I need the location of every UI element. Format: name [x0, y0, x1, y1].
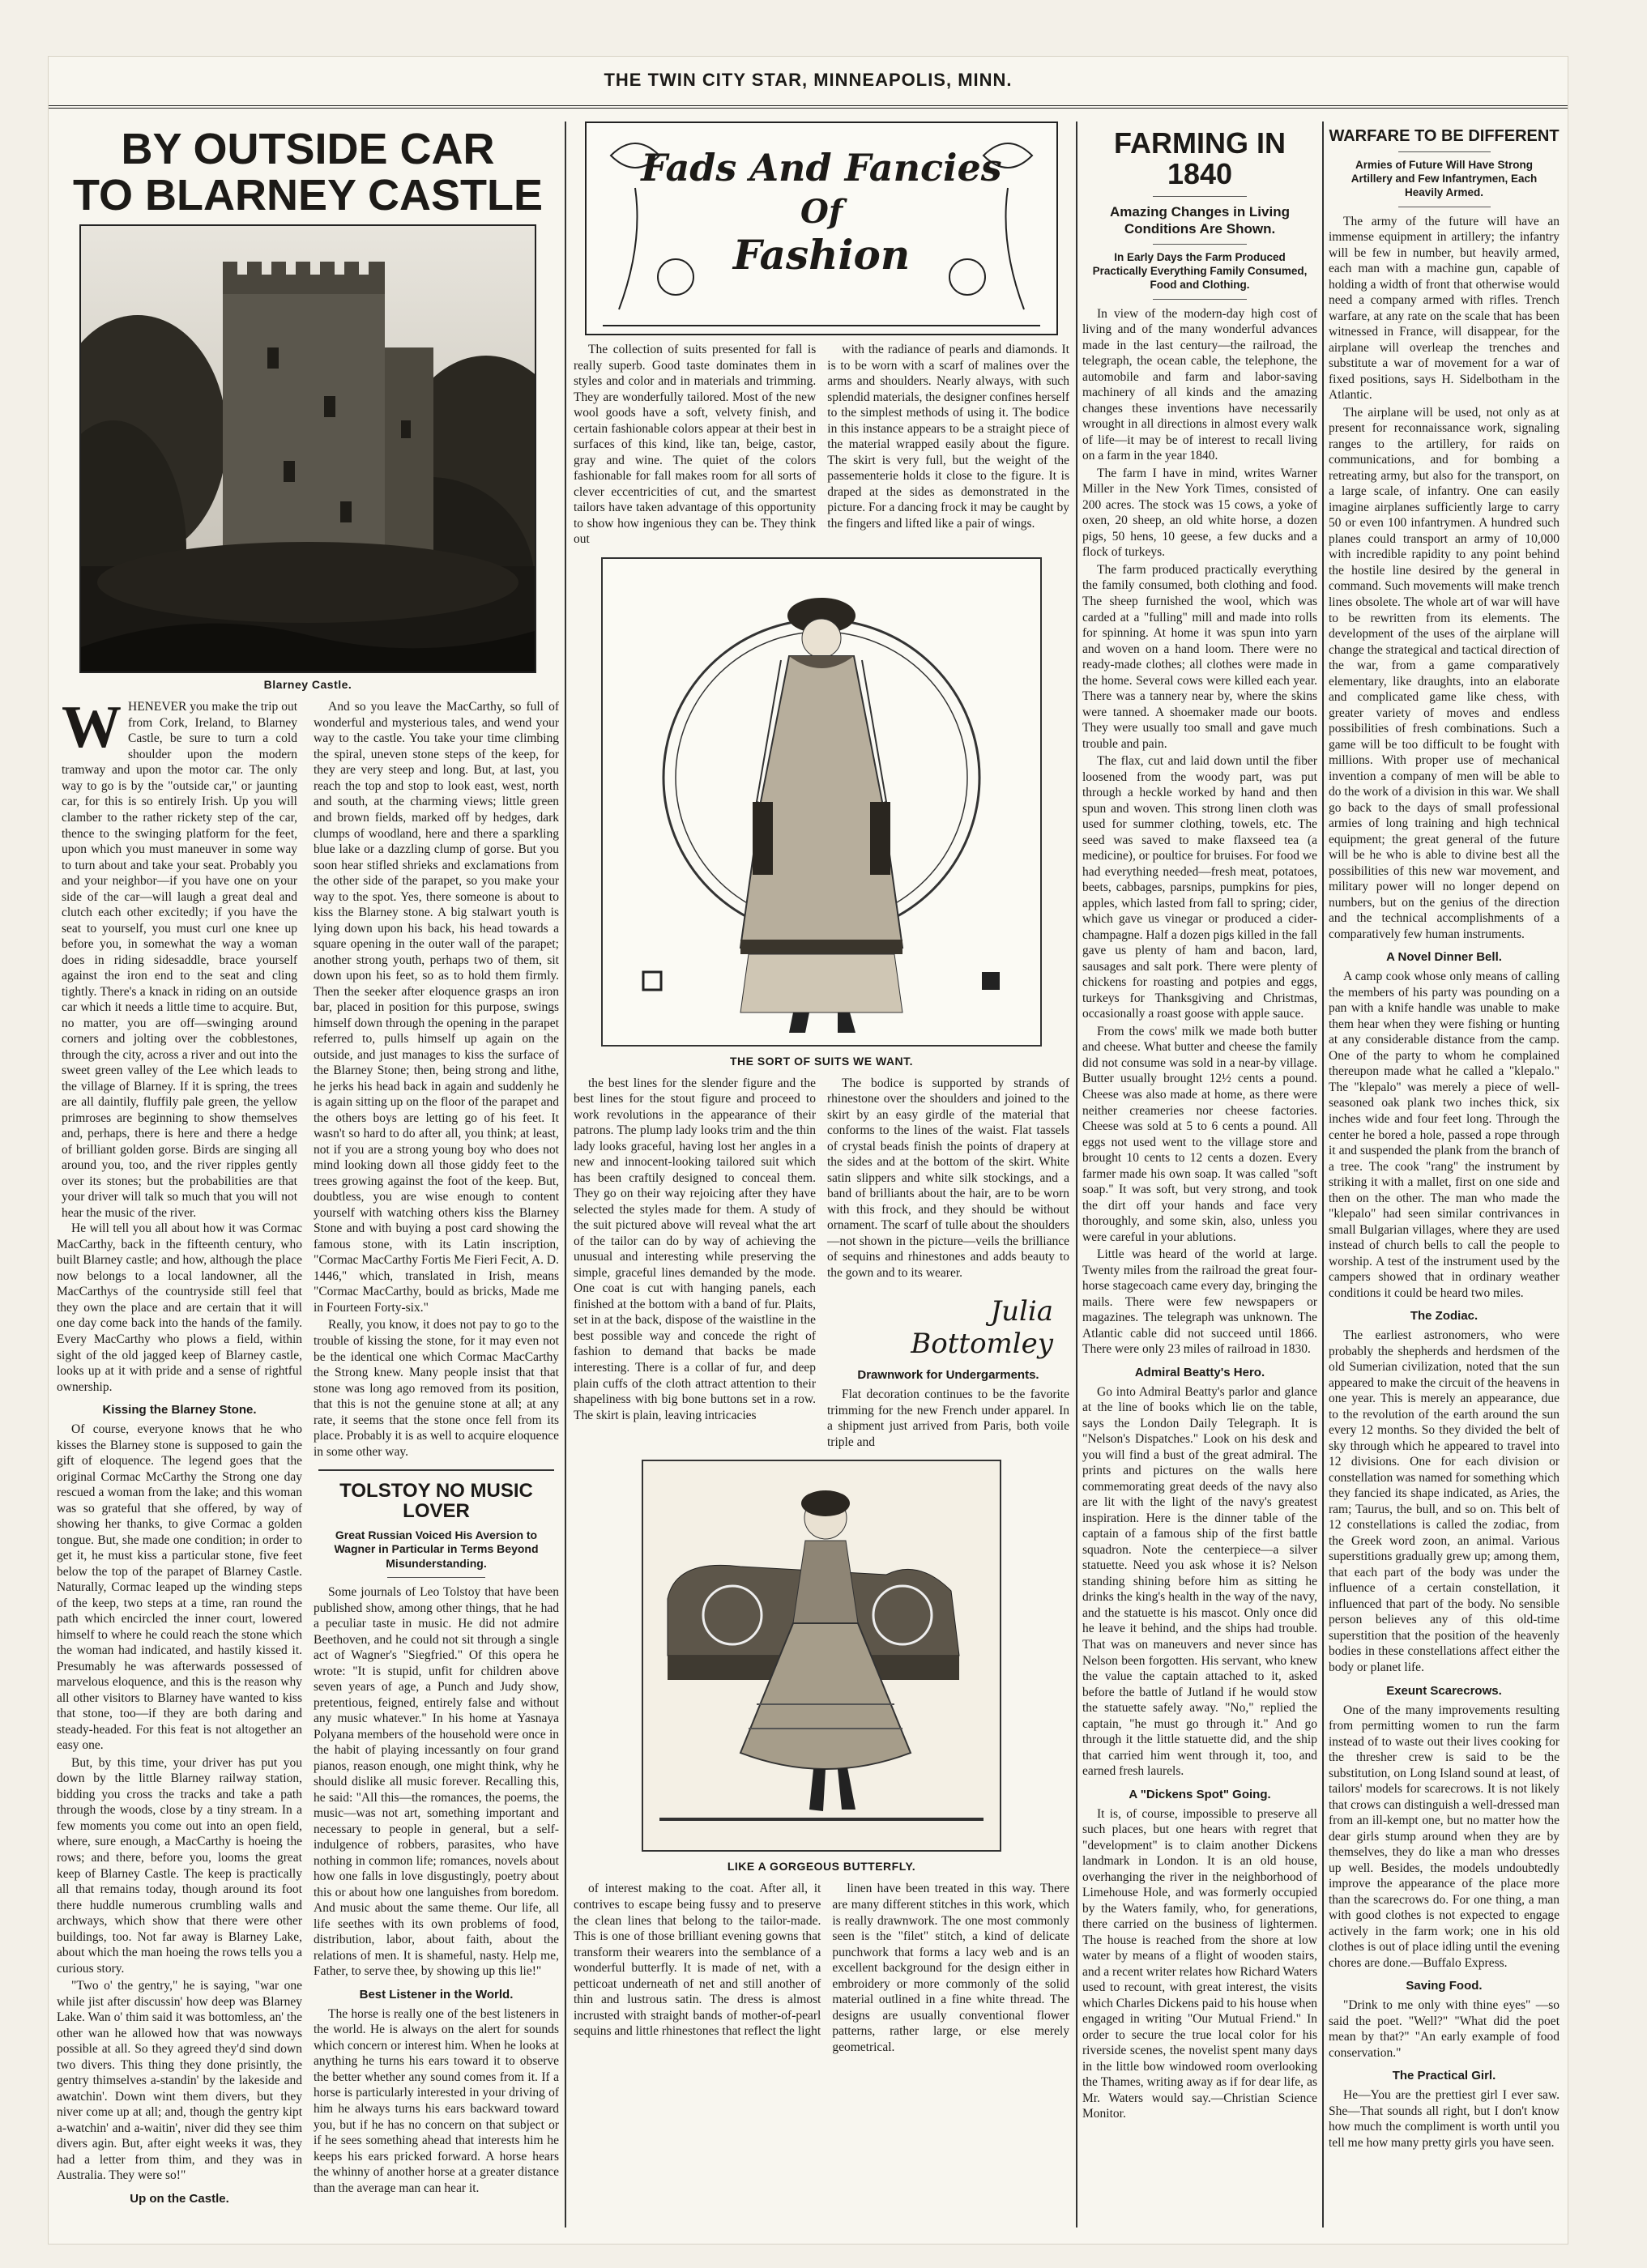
- farming-subhead-1: Amazing Changes in Living Conditions Are Shown.: [1110, 203, 1290, 237]
- fashion-text-d: The bodice is supported by strands of rhinestone over the shoulders and joined to the skirt by an easy girdle of the material that conforms to the lines of the waist. Flat tassels of crystal beads finish the points of drapery at the sides and at the bottom of the skirt. White satin slippers and white silk stockings, and a band of brilliants about the hair, are to be worn with this frock, and they should be without ornament. The scarf of tulle about the shoulders—not shown in the picture—veils the brilliance of sequins and rhinestones and adds beauty to the gown and to its wearer.: [827, 1076, 1069, 1280]
- tolstoy-headline: TOLSTOY NO MUSIC LOVER: [339, 1480, 533, 1523]
- castle-headline: [57, 126, 559, 218]
- blarney-castle-photo: [79, 224, 536, 673]
- castle-section-kissing: Kissing the Blarney Stone.: [102, 1403, 257, 1418]
- farming-paragraph-5: From the cows' milk we made both butter and cheese. What butter and cheese the family did not consume was sold in a near-by village. Butter usually brought 12½ cents a pound. Cheese was also made at home, as there were neither creameries nor cheese factories. Cheese was sold at 5 to 6 cents a pound. All eggs not used went to the village store and brought 10 cents to 12 cents a dozen. Every farmer made his own soap. It was called "soft soap." It was soft, but very strong, and took the dirt off your hands and face very thoroughly, and some skin, also, unless you were careful in your ablutions.: [1082, 1024, 1317, 1244]
- farming-subhead-2: In Early Days the Farm Produced Practically Everything Family Consumed, Food and Clothing.: [1092, 251, 1308, 291]
- woman-in-gown-drawing: [643, 1461, 1000, 1850]
- fashion-article: [574, 122, 1069, 2228]
- warfare-article: [1329, 122, 1560, 2228]
- warfare-subhead: Armies of Future Will Have Strong Artillery and Few Infantrymen, Each Heavily Armed.: [1350, 159, 1538, 198]
- column-rule: [1322, 122, 1324, 2228]
- fashion-text-b: with the radiance of pearls and diamonds. It is to be worn with a scarf of malines over the arms and shoulders. Nearly always, with such splendid materials, the designer confines herself to the simplest methods of using it. The bodice in this instance appears to be a straight piece of the material wrapped easily about the figure. The skirt is very full, but the weight of the passementerie holds it close to the figure. It is draped at the sides as demonstrated in the picture. For a dancing frock it may be caught by the fingers and lifted like a pair of wings.: [827, 343, 1069, 531]
- castle-headline-line-1: BY OUTSIDE CAR: [121, 125, 495, 173]
- warfare-headline: WARFARE TO BE DIFFERENT: [1329, 127, 1560, 145]
- suit-caption: THE SORT OF SUITS WE WANT.: [729, 1054, 914, 1068]
- farming-headline: FARMING IN 1840: [1114, 126, 1286, 190]
- column-rule: [565, 122, 566, 2228]
- suit-illustration: [601, 557, 1042, 1047]
- butterfly-gown-illustration: [642, 1460, 1001, 1852]
- warfare-section-saving: Saving Food.: [1406, 1979, 1483, 1993]
- castle-article: [57, 122, 559, 2228]
- farming-section-dickens: A "Dickens Spot" Going.: [1129, 1787, 1271, 1801]
- tolstoy-section-listener: Best Listener in the World.: [359, 1987, 514, 2002]
- warfare-paragraph-5: One of the many improvements resulting from permitting women to run the farm instead of to waste out their lives cooking for the thresher crew is said to be the substitution, on Long Island sound at least, of tailors' models for scarecrows. It is not likely that crows can distinguish a well-dressed man from an ill-kempt one, but no matter how the dear girls stump around when they are by themselves, they do like a man who dresses up well. Besides, the models undoubtedly improve the appearance of the place more than the scarecrows do. For one thing, a man with good clothes is not expected to engage actively in the farm work; one in his old clothes is out of place idling until the evening chores are done.—Buffalo Express.: [1329, 1703, 1560, 1970]
- butterfly-caption: LIKE A GORGEOUS BUTTERFLY.: [727, 1860, 916, 1874]
- castle-photo-caption: Blarney Castle.: [263, 678, 352, 692]
- fashion-section-drawnwork: Drawnwork for Undergarments.: [857, 1368, 1039, 1383]
- masthead-title: THE TWIN CITY STAR, MINNEAPOLIS, MINN.: [604, 70, 1013, 90]
- farming-article: [1082, 122, 1317, 2228]
- fashion-text-c: the best lines for the slender figure and the best lines for the stout figure and proceed to work revolutions in the appearance of their patrons. The plump lady looks trim and the thin lady looks graceful, having lost her angles in a new and innocent-looking tailored suit which has been craftily designed to conceal them. They go on their way rejoicing after they have selected the styles made for them. A study of the suit pictured above will reveal what the art of the tailor can do by way of achieving the unusual and interesting while preserving the simple, graceful lines demanded by the mode. One coat is cut with hanging panels, each finished at the bottom with a band of fur. Plaits, set in at the back, dispose of the waistline in the best possible way and concede the right of fashion to demand that backs be made interesting. There is a collar of fur, and deep plain cuffs of the cloth attract attention to their shapeliness with big bone buttons set in a row. The skirt is plain, leaving intricacies: [574, 1076, 816, 1422]
- castle-paragraph-4: But, by this time, your driver has put you down by the little Blarney railway station, bidding you cross the tracks and take a path through the woods, close by a tiny stream. In a few moments you come out into an open field, where, sure enough, a MacCarthy is hoeing the rows; and there, before you, looms the great keep of Blarney Castle. The keep is practically all that remains today, though around its foot there huddle numerous crumbling walls and archways, which show that there were other buildings, too. Not far away is Blarney Lake, about which the man hoeing the rows tells you a curious story.: [57, 1755, 302, 1976]
- farming-paragraph-8: It is, of course, impossible to preserve all such places, but one hears with regret that "development" is to claim another Dickens landmark in London. It is an old house, overhanging the river in the neighborhood of Limehouse Hole, and was formerly occupied by the Waters family, who, for generations, there carried on the business of lightermen. The house is reached from the shore at low water by means of a flight of wooden stairs, and a recent writer relates how Richard Waters used to recount, with great interest, the visits which Charles Dickens paid to his house when engaged in writing "Our Mutual Friend." In order to secure the true local color for his riverside scenes, the novelist spent many days in the little bow windowed room overlooking the Thames, writing away as if for dear life, as Mr. Waters would say.—Christian Science Monitor.: [1082, 1806, 1317, 2121]
- castle-dropcap: W: [62, 694, 122, 761]
- farming-paragraph-2: The farm I have in mind, writes Warner Miller in the New York Times, consisted of 200 acres. The stock was 15 cows, a yoke of oxen, 20 sheep, an old white horse, a dozen pigs, 50 hens, 10 geese, a few ducks and a flock of turkeys.: [1082, 466, 1317, 560]
- author-signature: Julia Bottomley: [911, 1295, 1053, 1361]
- fashion-banner: [585, 122, 1058, 335]
- farming-paragraph-1: In view of the modern-day high cost of living and of the many wonderful advances made in the last century—the railroad, the telegraph, the ocean cable, the telephone, the automobile and farm and labor-saving machinery of all kinds and the amazing changes these inventions have necessarily wrought in all directions in almost every walk of life—it may be of interest to recall living on a farm in the year 1840.: [1082, 306, 1317, 463]
- fashion-text-f: of interest making to the coat. After all, it contrives to escape being fussy and to preserve the clean lines that belong to the tailor-made. This is one of those brilliant evening gowns that transform their wearers into the semblance of a wonderful butterfly. It is made of net, with a petticoat underneath of net and still another of thin and lustrous satin. The dress is almost incrusted with straight bands of mother-of-pearl sequins and little rhinestones that reflect the light: [574, 1882, 821, 2039]
- fashion-banner-line-1: Fads And Fancies: [641, 146, 1002, 190]
- warfare-paragraph-4: The earliest astronomers, who were probably the shepherds and herdsmen of the old Sumerian civilization, noted that the sun appeared to make the circuit of the heavens in one year. This is merely an appearance, due to the revolution of the earth around the sun every 12 months. So they divided the belt of sky through which he appeared to travel into 12 divisions. One for each division or constellation was named for something which they fancied its shape indicated, as Aries, the ram; Taurus, the bull, and so on. This belt of 12 constellations is called the zodiac, from the Greek word zoon, an animal. Various superstitions gradually grew up; among them, that each part of the body was under the influence of a certain constellation, it influenced that part of the body. No sensible person believes any of this old-time superstition that the position of the heavenly bodies in these constellations affect either the body or planet life.: [1329, 1328, 1560, 1674]
- tolstoy-paragraph-1: Some journals of Leo Tolstoy that have been published show, among other things, that he had a peculiar taste in music. He did not admire Beethoven, and he could not sit through a single act of Wagner's "Siegfried." Of this opera he wrote: "It is stupid, unfit for children above seven years of age, a Punch and Judy show, pretentious, feigned, entirely false and without any music whatever." In his home at Yasnaya Polyana members of the household were once in the habit of playing incessantly on four grand pianos, reason enough, one might think, why he should dislike all music forever. Recalling this, he said: "All this—the romances, the poems, the music—was not art, something important and necessary to people in general, but a self-indulgence of robbers, parasites, who have nothing in common life; romances, novels about how one falls in love disgustingly, poetry about this or about how one languishes from boredom. And music about the same theme. Our life, all life seethes with its own problems of food, distribution, labor, about faith, about the relations of men. It is shameful, nasty. Help me, Father, to serve thee, by showing up this lie!": [314, 1585, 559, 1979]
- fashion-text-g: linen have been treated in this way. There are many different stitches in this work, which is really drawnwork. The one most commonly seen is the "filet" stitch, a kind of delicate punchwork that forms a lacy web and is an excellent background for the design either in embroidery or more commonly of the solid material outlined in a fine white thread. The designs are usually conventional flower patterns, rather large, or else merely geometrical.: [832, 1882, 1069, 2054]
- warfare-paragraph-3: A camp cook whose only means of calling the members of his party was pounding on a pan with a knife handle was unable to make them hear when they were fishing or hunting at any considerable distance from the camp. One of the party to whom he complained thereupon made what he called a "klepalo." The "klepalo" was merely a piece of well-seasoned oak plank two inches thick, six inches wide and four feet long. Through the center he bored a hole, passed a rope through it and suspended the plank from the branch of a tree. The cook "rang" the instrument by striking it with a mallet, first on one side and then on the other. The man who made the "klepalo" had seen similar contrivances in small Bulgarian villages, where they are used instead of church bells to call the people to worship. A test of the instrument used by the campers showed that in ordinary weather conditions it could be heard two miles.: [1329, 970, 1560, 1300]
- warfare-paragraph-6: "Drink to me only with thine eyes" —so said the poet. "Well?" "What did the poet mean by that?" "An early example of food conservation.": [1329, 1998, 1560, 2060]
- farming-paragraph-4: The flax, cut and laid down until the fiber loosened from the woody part, was put through a heckle worked by hand and then spun and woven. This strong linen cloth was used for summer clothing, towels, etc. The seed was saved to make flaxseed tea (a medicine), or poultice for bruises. For food we had everything needed—fresh meat, potatoes, beets, cabbages, parsnips, pumpkins for pies, apples, which lasted from fall to spring; cider, which gave us vinegar or produced a cider-champagne. Half a dozen pigs killed in the fall gave us plenty of ham and bacon, lard, sausages and salt pork. There were plenty of chickens for roasting and potpies and eggs, turkeys for Thanksgiving and Christmas, occasionally a roast goose with apple sauce.: [1082, 754, 1317, 1021]
- woman-in-suit-drawing: [603, 559, 1040, 1045]
- warfare-section-girl: The Practical Girl.: [1392, 2069, 1496, 2083]
- column-rule: [1076, 122, 1077, 2228]
- tolstoy-paragraph-2: The horse is really one of the best listeners in the world. He is always on the alert for sounds which concern or interest him. When he looks at anything he turns his ears toward it to observe the better whether any sound comes from it. If a horse is particularly interested in your driving of him he always turns his ears backward toward you, but if he has no concern on that subject or if he sees something ahead that interests him he keeps his ears pricked forward. A horse hears the whinny of another horse at a greater distance than the average man can hear it.: [314, 2006, 559, 2195]
- fashion-banner-line-3: Fashion: [732, 231, 911, 279]
- castle-paragraph-6: And so you leave the MacCarthy, so full of wonderful and mysterious tales, and wend your way to the castle. You take your time climbing the spiral, uneven stone steps of the keep, for they are very steep and long. But, at last, you reach the top and stop to look east, west, north and south, at the charming views; little green and brown fields, marked off by hedges, dark clumps of woodland, here and there a sparkling blue lake or a dazzling clump of gorse. But you soon hear stifled shrieks and exclamations from the other side of the parapet, so you make your way to the spot. Yes, there someone is about to kiss the Blarney stone. A big stalwart youth is lying down upon his back, his head towards a square opening in the outer wall of the parapet; another strong youth, perhaps two of them, sit down upon his feet, so as to hold them firmly. Then the seeker after eloquence grasps an iron bar, placed in position for this purpose, swings himself down through the opening in the parapet referred to, pulls himself up again on the outside, and just manages to kiss the surface of the Blarney Stone; then, being strong and lithe, he jerks his head back in again and suddenly he is again sitting up on the floor of the parapet and the others boys are letting go of his feet. It wasn't so hard to do after all, you think; at least, not if you are a strong young boy who does not mind looking down all those giddy feet to the trees growing against the foot of the keep. But, doubtless, you are wise enough to content yourself with watching others kiss the Blarney Stone and with buying a post card showing the famous stone, with its Latin inscription, "Cormac MacCarthy Fortis Me Fieri Fecit, A. D. 1446," which, translated in Irish, means "Cormac MacCarthy, bould as bricks, Made me in Fourteen Forty-six.": [314, 700, 559, 1315]
- castle-paragraph-2: He will tell you all about how it was Cormac MacCarthy, back in the fifteenth century, who built Blarney castle; and how, although the place now belongs to a local landowner, all the MacCarthys of the countryside still feel that they own the place and are certain that it will one day come back into the hands of the family. Every MacCarthy who plows a field, within sight of the old jagged keep of Blarney castle, looks up at it with pride and a sense of rightful ownership.: [57, 1221, 302, 1394]
- warfare-section-zodiac: The Zodiac.: [1410, 1309, 1478, 1324]
- tolstoy-subhead: Great Russian Voiced His Aversion to Wagner in Particular in Terms Beyond Misunderstanding.: [334, 1528, 539, 1570]
- newspaper-page: [49, 57, 1568, 2244]
- castle-paragraph-5: "Two o' the gentry," he is saying, "war one while jist after discussin' how deep was Blarney Lake. Wan o' thim said it was bottomless, an' the other wan he allowed how that was nowways possible at all. So they agreed they'd sind down two divers. This thing they done prisintly, the gentry thimselves a-standin' by the lakeside and awatchin'. Down wint them divers, but they niver come up at all; and, though the gentry kipt a-watchin' and a-waitin', niver did they see thim divers agin. But, after eight weeks it was, they had a letter from thim, and they was in Australia. They were so!": [57, 1979, 302, 2183]
- farming-paragraph-7: Go into Admiral Beatty's parlor and glance at the line of books which lie on the table, says the London Daily Telegraph. It is "Nelson's Dispatches." Look on his desk and you will find a bust of the great admiral. The prints and pictures on the walls here commemorating great deeds of the navy also are lit with the light of the navy's greatest inspiration. Here is the dinner table of the captain of a famous ship of the first battle squadron. Note the centerpiece—a silver statuette. Need you ask whose it is? Nelson standing shining before him as sitting he drinks the king's health in the way of the navy, and the statuette is his mascot. Only once did he leave it behind, and the ships had trouble. That was on maneuvers and never since has Nelson been forgotten. His servant, who knew the value the captain attached to it, asked before the battle of Jutland if he would stow the statuette safely away. "No," replied the captain, "he must go through it." And go through it the little statuette did, and the ship that carried him went through it, too, and earned fresh laurels.: [1082, 1384, 1317, 1779]
- farming-paragraph-6: Little was heard of the world at large. Twenty miles from the railroad the great four-horse stagecoach came every day, bringing the mails. There were few newspapers or magazines. The telegraph was unknown. The Atlantic cable did not succeed until 1866. There were only 23 miles of railroad in 1830.: [1082, 1247, 1317, 1357]
- farming-paragraph-3: The farm produced practically everything the family consumed, both clothing and food. The sheep furnished the wool, which was carded at a "fulling" mill and made into rolls for spinning. At home it was spun into yarn and woven on a hand loom. There were no ready-made clothes; all clothes were made in the home. Several cows were killed each year. There was a tannery near by, where the skins were tanned. A shoemaker made our boots. They were usually too small and gave much trouble and pain.: [1082, 562, 1317, 751]
- castle-paragraph-7: Really, you know, it does not pay to go to the trouble of kissing the stone, for it may even not be the identical one which Cormac MacCarthy the Strong knew. Many people insist that that stone was long ago removed from its position, that this is not the genuine stone at all; at any rate, it seems that the stone once fell from its place. Probably it is as well to acquire eloquence in some other way.: [314, 1318, 559, 1459]
- castle-headline-line-2: TO BLARNEY CASTLE: [72, 170, 544, 220]
- warfare-section-bell: A Novel Dinner Bell.: [1386, 950, 1502, 965]
- castle-illustration: [81, 226, 535, 671]
- warfare-paragraph-1: The army of the future will have an immense equipment in artillery; the infantry will be few in number, but heavily armed, each man with a machine gun, capable of holding a width of front that otherwise would need a company armed with rifles. Trench warfare, at any rate on the scale that has been witnessed in France, will disappear, for the airplane will overleap the trenches and substitute a war of movement for a war of fixed positions, says H. Sidelbotham in the Atlantic.: [1329, 214, 1560, 403]
- warfare-paragraph-2: The airplane will be used, not only as at present for reconnaissance work, signaling ranges to the artillery, for raids on communications, and for bombing a retreating army, but also for the transport, on a large scale, of infantry. One can easily imagine airplanes sufficiently large to carry 50 or even 100 infantrymen. A hundred such planes could transport an army of 10,000 with incredible rapidity to any point behind the hostile line desired by the general in command. Such movements will make trench lines obsolete. The whole art of war will have to be rewritten from its elements. The development of the uses of the airplane will change the strategical and tactical direction of the war, from a game comparatively elementary, like draughts, into an elaborate and complicated game like chess, with greater variety of moves and endless possibilities of fresh combinations. Such a game will be too difficult to be fought with millions. With proper use of mechanical invention a company of men will be able to do the work of a division in this war. We shall go back to the days of small professional armies of long training and high technical equipment; the great general of the future will be he who is able to divine best all the possibilities of this new war movement, and military power will no longer depend on numbers, but on the genius of the direction and the technical accomplishments of a comparatively few human instruments.: [1329, 405, 1560, 941]
- farming-section-beatty: Admiral Beatty's Hero.: [1134, 1365, 1265, 1379]
- castle-lead-text: HENEVER you make the trip out from Cork, Ireland, to Blarney Castle, be sure to turn a cold shoulder upon the modern tramway and upon the motor car. The only way to go is by the "outside car," or jaunting car, for this is so entirely Irish. Up you will clamber to the rather rickety step of the car, thence to the swinging platform for the feet, upon which you must maneuver in some way to turn about and take your seat. Probably you and your neighbor—if you have one on your side of the car—will laugh a great deal and clutch each other excitedly; if you have the seat to yourself, you must curl one knee up before you, in somewhat the way a woman does in riding sidesaddle, brace yourself against the iron end to the seat and cling tightly. There's a knack in riding on an outside car which it needs a little time to acquire. But, no matter, you are off—swinging around corners and jolting over the cobblestones, through the city, across a river and out into the sweet green valley of the Lee which leads to the village of Blarney. If it is spring, the trees are all daintily, fluffily pale green, the yellow primroses are beginning to show themselves and, perhaps, there is here and there a hedge of brilliant golden gorse. Birds are singing all around you, too, and the river ripples gently over its stones; but the probabilities are that your driver will talk so much that you will not hear the music of the river.: [62, 700, 297, 1220]
- warfare-paragraph-7: He—You are the prettiest girl I ever saw. She—That sounds all right, but I don't know how much the compliment is worth until you tell me how many pretty girls you have seen.: [1329, 2088, 1560, 2150]
- fashion-text-a: The collection of suits presented for fall is really superb. Good taste dominates them in styles and color and in materials and trimming. They are wonderfully tailored. Most of the new wool goods have a soft, velvety finish, and certain fashionable colors appear at their best in surfaces of this kind, like tan, beige, castor, gray and wine. The quiet of the colors fashionable for fall makes room for all sorts of clever eccentricities of cut, and the smartest tailors have taken advantage of this opportunity to show how ingenious they can be. They think out: [574, 343, 817, 547]
- fashion-text-e: Flat decoration continues to be the favorite trimming for the new French under apparel. In a shipment just arrived from Paris, both voile triple and: [827, 1388, 1069, 1449]
- castle-lead-paragraph: [62, 694, 297, 1221]
- castle-paragraph-3: Of course, everyone knows that he who kisses the Blarney stone is supposed to gain the gift of eloquence. The legend goes that the original Cormac McCarthy the Strong one day rescued a woman from the lake; and this woman was so grateful that she offered, by way of showing her thanks, to give Cormac a golden tongue. But, she made one condition; in order to get it, he must kiss a particular stone, five feet below the top of the parapet of Blarney Castle. Naturally, Cormac leaped up the winding steps of the keep, two steps at a time, ran round the path which encircled the inner court, lowered himself to where he could reach the stone which the woman had indicated, and hastily kissed it. Presumably he was afterwards possessed of marvelous eloquence, and this is the reason why all other visitors to Blarney have wanted to kiss that stone, too—if they are both daring and steady-headed. For this feat is not altogether an easy one.: [57, 1422, 302, 1753]
- masthead: [49, 57, 1568, 109]
- fashion-banner-line-2: Of: [800, 193, 843, 231]
- castle-section-up: Up on the Castle.: [130, 2191, 229, 2206]
- warfare-section-scarecrows: Exeunt Scarecrows.: [1386, 1683, 1502, 1698]
